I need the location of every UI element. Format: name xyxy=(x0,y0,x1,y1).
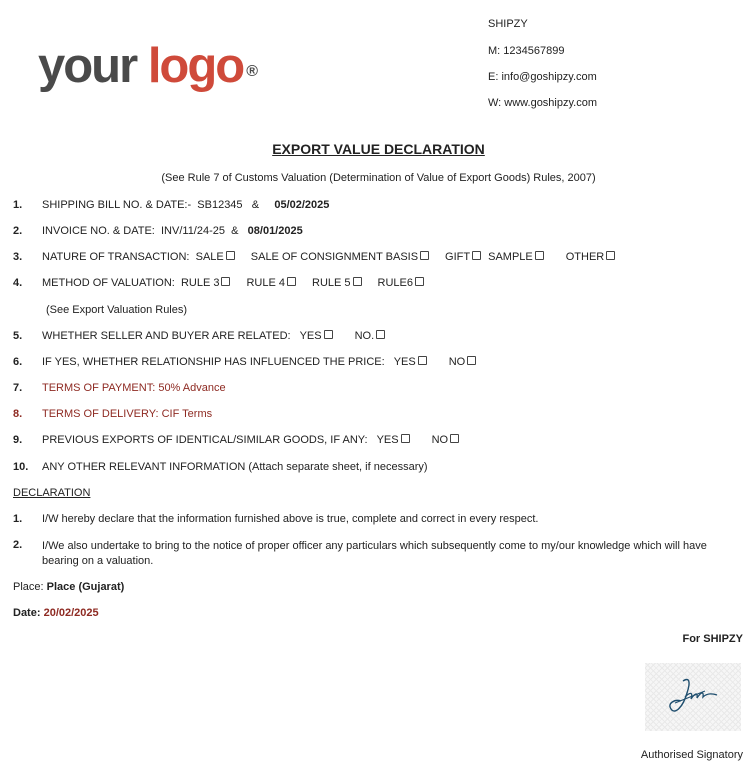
item-number: 6. xyxy=(13,356,23,368)
item-relationship-influence xyxy=(13,356,476,368)
option-rule4-checkbox[interactable] xyxy=(287,277,296,286)
declaration-item-1 xyxy=(13,513,538,525)
item-terms-of-delivery xyxy=(13,408,212,420)
item-label: PREVIOUS EXPORTS OF IDENTICAL/SIMILAR GOODS, IF ANY: xyxy=(42,434,368,446)
for-company: For SHIPZY xyxy=(682,633,743,645)
no-label: NO xyxy=(431,434,449,446)
item-number: 3. xyxy=(13,251,23,263)
option-rule3-checkbox[interactable] xyxy=(221,277,230,286)
page-title: EXPORT VALUE DECLARATION xyxy=(272,141,485,157)
item-previous-exports xyxy=(13,434,459,446)
item-method-of-valuation xyxy=(13,277,424,289)
item-number: 9. xyxy=(13,434,23,446)
option-consignment-label: SALE OF CONSIGNMENT BASIS xyxy=(250,251,419,263)
ampersand: & xyxy=(231,225,239,237)
terms-of-delivery-text: TERMS OF DELIVERY: CIF Terms xyxy=(42,408,213,420)
invoice-no: INV/11/24-25 xyxy=(161,225,226,237)
item-number: 8. xyxy=(13,408,23,420)
option-sale-label: SALE xyxy=(195,251,224,263)
company-name: SHIPZY xyxy=(488,18,528,30)
option-rule6-checkbox[interactable] xyxy=(415,277,424,286)
option-rule4-label: RULE 4 xyxy=(246,277,286,289)
option-gift-label: GIFT xyxy=(445,251,471,263)
option-gift-checkbox[interactable] xyxy=(472,251,481,260)
declaration-text: I/W hereby declare that the information furnished above is true, complete and correct in every respect. xyxy=(42,513,539,525)
yes-label: YES xyxy=(376,434,399,446)
place-value: Place (Gujarat) xyxy=(46,581,125,593)
authorised-signatory: Authorised Signatory xyxy=(640,749,743,761)
item-label: INVOICE NO. & DATE: xyxy=(42,225,155,237)
page-subtitle: (See Rule 7 of Customs Valuation (Determination of Value of Export Goods) Rules, 2007) xyxy=(161,172,596,184)
option-sample-checkbox[interactable] xyxy=(535,251,544,260)
item-number: 1. xyxy=(13,513,23,525)
declaration-heading: DECLARATION xyxy=(13,487,91,499)
invoice-date: 08/01/2025 xyxy=(247,225,303,237)
option-rule5-label: RULE 5 xyxy=(312,277,351,289)
signature-scribble-icon xyxy=(645,663,741,731)
company-logo xyxy=(38,36,258,96)
shipping-bill-date: 05/02/2025 xyxy=(274,199,330,211)
item-other-information xyxy=(13,461,428,473)
yes-label: YES xyxy=(299,330,322,342)
company-website: W: www.goshipzy.com xyxy=(488,97,598,109)
ampersand: & xyxy=(251,199,260,211)
yes-label: YES xyxy=(393,356,416,368)
option-rule6-label: RULE6 xyxy=(377,277,414,289)
shipping-bill-no: SB12345 xyxy=(197,199,243,211)
other-information-text: ANY OTHER RELEVANT INFORMATION (Attach separate sheet, if necessary) xyxy=(42,461,428,473)
yes-checkbox[interactable] xyxy=(324,330,333,339)
place-line xyxy=(13,581,124,593)
yes-checkbox[interactable] xyxy=(401,434,410,443)
item-number: 7. xyxy=(13,382,23,394)
item-invoice xyxy=(13,225,303,237)
no-checkbox[interactable] xyxy=(376,330,385,339)
option-sample-label: SAMPLE xyxy=(488,251,533,263)
item-nature-of-transaction xyxy=(13,251,615,263)
item-terms-of-payment xyxy=(13,382,226,394)
logo-text-your: your xyxy=(38,39,137,93)
option-rule3-label: RULE 3 xyxy=(180,277,220,289)
item-number: 4. xyxy=(13,277,23,289)
yes-checkbox[interactable] xyxy=(418,356,427,365)
item-label: IF YES, WHETHER RELATIONSHIP HAS INFLUENCED THE PRICE: xyxy=(42,356,385,368)
item-number: 10. xyxy=(13,461,29,473)
no-checkbox[interactable] xyxy=(467,356,476,365)
date-label: Date: xyxy=(13,607,41,619)
item-label: WHETHER SELLER AND BUYER ARE RELATED: xyxy=(42,330,291,342)
no-label: NO. xyxy=(354,330,375,342)
terms-of-payment-text: TERMS OF PAYMENT: 50% Advance xyxy=(42,382,226,394)
option-consignment-checkbox[interactable] xyxy=(420,251,429,260)
option-rule5-checkbox[interactable] xyxy=(353,277,362,286)
item-shipping-bill xyxy=(13,199,329,211)
registered-mark: ® xyxy=(246,63,259,80)
option-other-label: OTHER xyxy=(565,251,605,263)
item-label: METHOD OF VALUATION: xyxy=(42,277,175,289)
declaration-text: I/We also undertake to bring to the notice of proper officer any particulars which subsequently come to my/our knowledge which will have bearing on a valuation. xyxy=(42,540,707,567)
date-line xyxy=(13,607,99,619)
place-label: Place: xyxy=(13,581,44,593)
company-mobile: M: 1234567899 xyxy=(488,45,565,57)
signature-image xyxy=(645,663,741,731)
item-seller-buyer-related xyxy=(13,330,385,342)
no-label: NO xyxy=(448,356,466,368)
item-label: NATURE OF TRANSACTION: xyxy=(42,251,190,263)
option-sale-checkbox[interactable] xyxy=(226,251,235,260)
item-number: 1. xyxy=(13,199,23,211)
item-number: 2. xyxy=(13,225,23,237)
option-other-checkbox[interactable] xyxy=(606,251,615,260)
date-value: 20/02/2025 xyxy=(43,607,99,619)
item-number: 5. xyxy=(13,330,23,342)
valuation-rules-note: (See Export Valuation Rules) xyxy=(46,304,188,316)
item-label: SHIPPING BILL NO. & DATE:- xyxy=(42,199,192,211)
logo-text-logo: logo xyxy=(147,39,244,93)
item-number: 2. xyxy=(13,539,23,551)
no-checkbox[interactable] xyxy=(450,434,459,443)
company-email: E: info@goshipzy.com xyxy=(488,71,597,83)
